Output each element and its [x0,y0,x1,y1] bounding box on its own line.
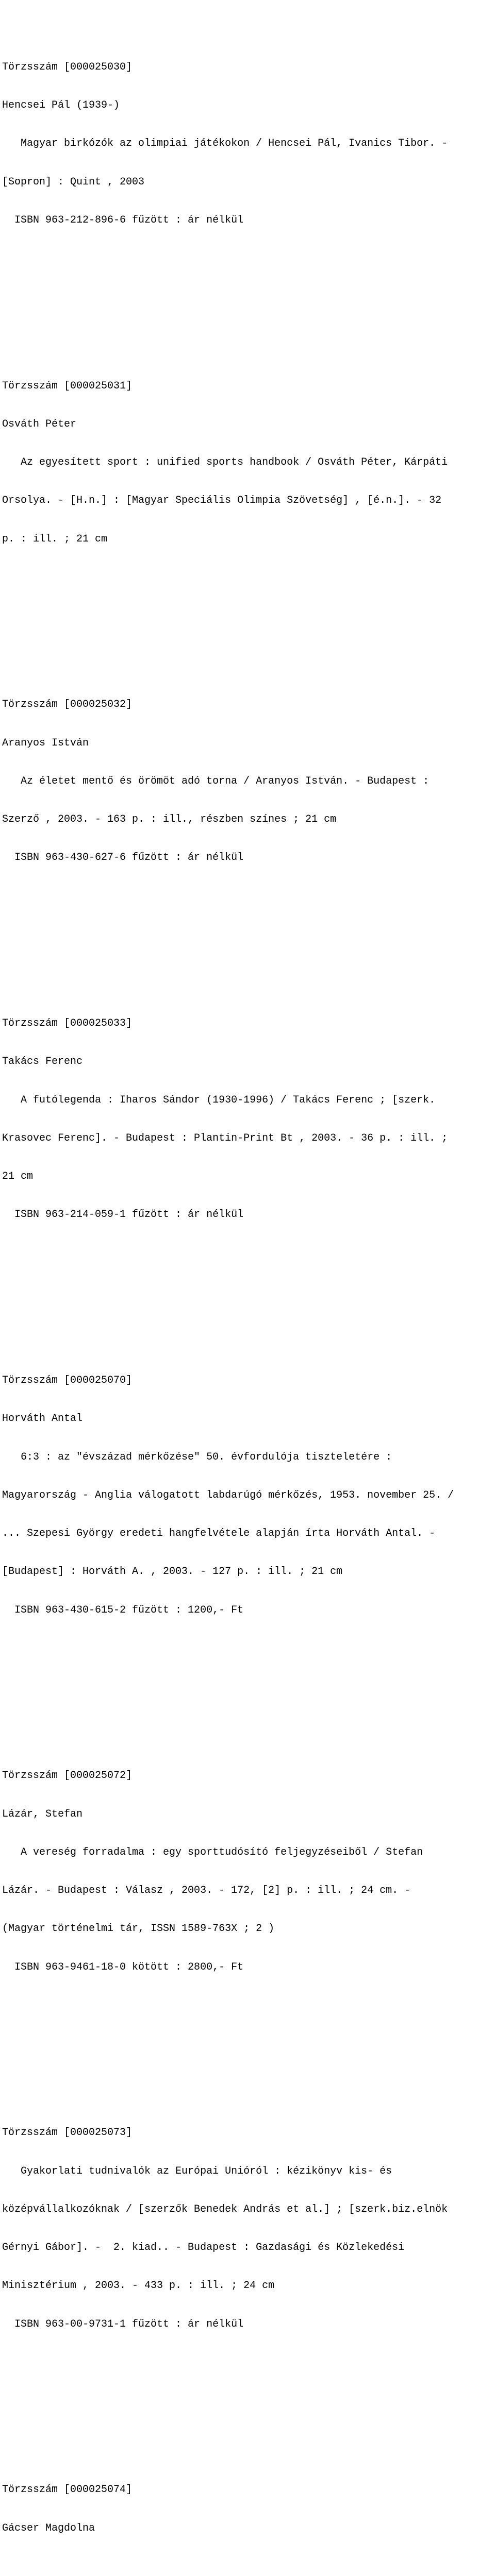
entry-separator [2,2382,492,2420]
record-id: Törzsszám [000025070] [2,1375,133,1386]
author: Hencsei Pál (1939-) [2,99,120,111]
record-id: Törzsszám [000025032] [2,699,133,711]
responsibility-line: ... Szepesi György eredeti hangfelvétele alapján írta Horváth Antal. - [2,1528,436,1539]
isbn-line: ISBN 963-212-896-6 fűzött : ár nélkül [2,214,244,226]
publication-line: Krasovec Ferenc]. - Budapest : Plantin-Print Bt , 2003. - 36 p. : ill. ; [2,1132,448,1144]
author: Osváth Péter [2,418,77,430]
title-line: Az életet mentő és örömöt adó torna / Aranyos István. - Budapest : [2,775,430,787]
catalog-entry-025074 [2,2459,492,2561]
title-line: A vereség forradalma : egy sporttudósító feljegyzéseiből / Stefan [2,1846,423,1858]
entry-separator [2,278,492,316]
isbn-line: ISBN 963-430-627-6 fűzött : ár nélkül [2,852,244,864]
author: Horváth Antal [2,1413,83,1425]
catalog-entry-025030 [2,36,492,252]
title-line: A futólegenda : Iharos Sándor (1930-1996) / Takács Ferenc ; [szerk. [2,1094,436,1106]
record-id: Törzsszám [000025074] [2,2484,133,2496]
publication-line: [Budapest] : Horváth A. , 2003. - 127 p. : ill. ; 21 cm [2,1566,343,1578]
author: Takács Ferenc [2,1056,83,1068]
publication-line: Lázár. - Budapest : Válasz , 2003. - 172, [2] p. : ill. ; 24 cm. - [2,1885,411,1896]
author: Lázár, Stefan [2,1808,83,1820]
responsibility-line: középvállalkozóknak / [szerzők Benedek András et al.] ; [szerk.biz.elnök [2,2203,448,2215]
title-line: 6:3 : az "évszázad mérkőzése" 50. évfordulója tiszteletére : [2,1451,392,1463]
publication-line: Szerző , 2003. - 163 p. : ill., részben színes ; 21 cm [2,814,337,825]
isbn-line: ISBN 963-214-059-1 fűzött : ár nélkül [2,1209,244,1221]
extent-line: Minisztérium , 2003. - 433 p. : ill. ; 24 cm [2,2280,275,2292]
record-id: Törzsszám [000025072] [2,1770,133,1782]
extent-line: p. : ill. ; 21 cm [2,533,108,545]
record-id: Törzsszám [000025031] [2,380,133,392]
catalog-entry-025073 [2,2102,492,2357]
isbn-line: ISBN 963-00-9731-1 fűzött : ár nélkül [2,2318,244,2330]
entry-separator [2,1273,492,1311]
author: Gácser Magdolna [2,2522,95,2534]
catalog-entry-025031 [2,354,492,571]
isbn-line: ISBN 963-9461-18-0 kötött : 2800,- Ft [2,1961,244,1973]
record-id: Törzsszám [000025073] [2,2127,133,2139]
entry-separator [2,916,492,954]
catalog-entry-025033 [2,992,492,1247]
catalog-entry-025072 [2,1744,492,1999]
title-line: Gyakorlati tudnivalók az Európai Unióról : kézikönyv kis- és [2,2165,392,2177]
title-line: Az egyesített sport : unified sports handbook / Osváth Péter, Kárpáti [2,456,448,468]
publication-line: [Sopron] : Quint , 2003 [2,176,145,188]
isbn-line: ISBN 963-430-615-2 fűzött : 1200,- Ft [2,1604,244,1616]
author: Aranyos István [2,737,89,749]
record-id: Törzsszám [000025033] [2,1018,133,1029]
catalog-entry-025070 [2,1349,492,1642]
extent-line: 21 cm [2,1171,34,1182]
entry-separator [2,597,492,635]
publication-line: Orsolya. - [H.n.] : [Magyar Speciális Olimpia Szövetség] , [é.n.]. - 32 [2,495,442,507]
catalog-page [2,0,492,2576]
series-line: (Magyar történelmi tár, ISSN 1589-763X ; 2 ) [2,1923,275,1935]
title-line: Magyarország - Anglia válogatott labdarúgó mérkőzés, 1953. november 25. / [2,1489,454,1501]
entry-separator [2,1668,492,1706]
record-id: Törzsszám [000025030] [2,61,133,73]
catalog-entry-025032 [2,673,492,890]
publication-line: Gérnyi Gábor]. - 2. kiad.. - Budapest : Gazdasági és Közlekedési [2,2242,405,2253]
entry-separator [2,2025,492,2063]
title-line: Magyar birkózók az olimpiai játékokon / Hencsei Pál, Ivanics Tibor. - [2,138,448,150]
